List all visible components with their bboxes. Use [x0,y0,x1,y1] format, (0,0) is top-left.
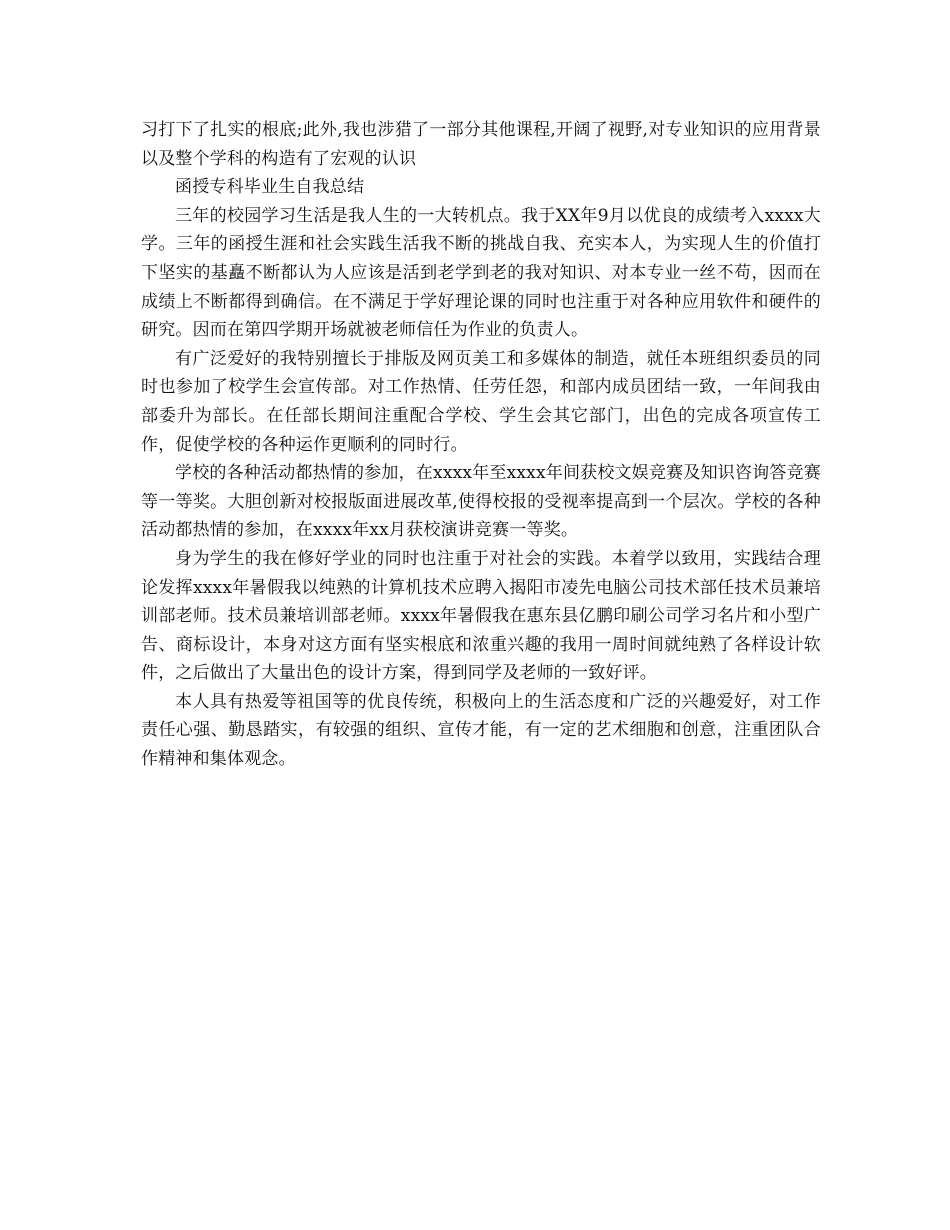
paragraph-personal-qualities: 本人具有热爱等祖国等的优良传统，积极向上的生活态度和广泛的兴趣爱好，对工作责任心强、勤恳踏实，有较强的组织、宣传才能，有一定的艺术细胞和创意，注重团队合作精神和集体观念。 [141,691,821,770]
paragraph-continuation: 习打下了扎实的根底;此外,我也涉猎了一部分其他课程,开阔了视野,对专业知识的应用背景以及整个学科的构造有了宏观的认识 [141,120,821,169]
paragraph-school-activities: 学校的各种活动都热情的参加，在xxxx年至xxxx年间获校文娱竞赛及知识咨询答竞赛等一等奖。大胆创新对校报版面进展改革,使得校报的受视率提高到一个层次。学校的各种活动都热情的参加，在xxxx年xx月获校演讲竞赛一等奖。 [141,463,821,541]
document-body [141,116,821,774]
paragraph-study-life: 三年的校园学习生活是我人生的一大转机点。我于XX年9月以优良的成绩考入xxxx大学。三年的函授生涯和社会实践生活我不断的挑战自我、充实本人，为实现人生的价值打下坚实的基矗不断都认为人应该是活到老学到老的我对知识、对本专业一丝不苟，因而在成绩上不断都得到确信。在不满足于学好理论课的同时也注重于对各种应用软件和硬件的研究。因而在第四学期开场就被老师信任为作业的负责人。 [141,205,821,341]
paragraph-hobbies-student-union: 有广泛爱好的我特别擅长于排版及网页美工和多媒体的制造，就任本班组织委员的同时也参加了校学生会宣传部。对工作热情、任劳任怨，和部内成员团结一致，一年间我由部委升为部长。在任部长期间注重配合学校、学生会其它部门，出色的完成各项宣传工作，促使学校的各种运作更顺利的同时行。 [141,348,821,455]
section-heading: 函授专科毕业生自我总结 [175,177,365,198]
paragraph-social-practice: 身为学生的我在修好学业的同时也注重于对社会的实践。本着学以致用，实践结合理论发挥xxxx年暑假我以纯熟的计算机技术应聘入揭阳市凌先电脑公司技术部任技术员兼培训部老师。技术员兼培训部老师。xxxx年暑假我在惠东县亿鹏印刷公司学习名片和小型广告、商标设计，本身对这方面有坚实根底和浓重兴趣的我用一周时间就纯熟了各样设计软件，之后做出了大量出色的设计方案，得到同学及老师的一致好评。 [141,548,821,684]
